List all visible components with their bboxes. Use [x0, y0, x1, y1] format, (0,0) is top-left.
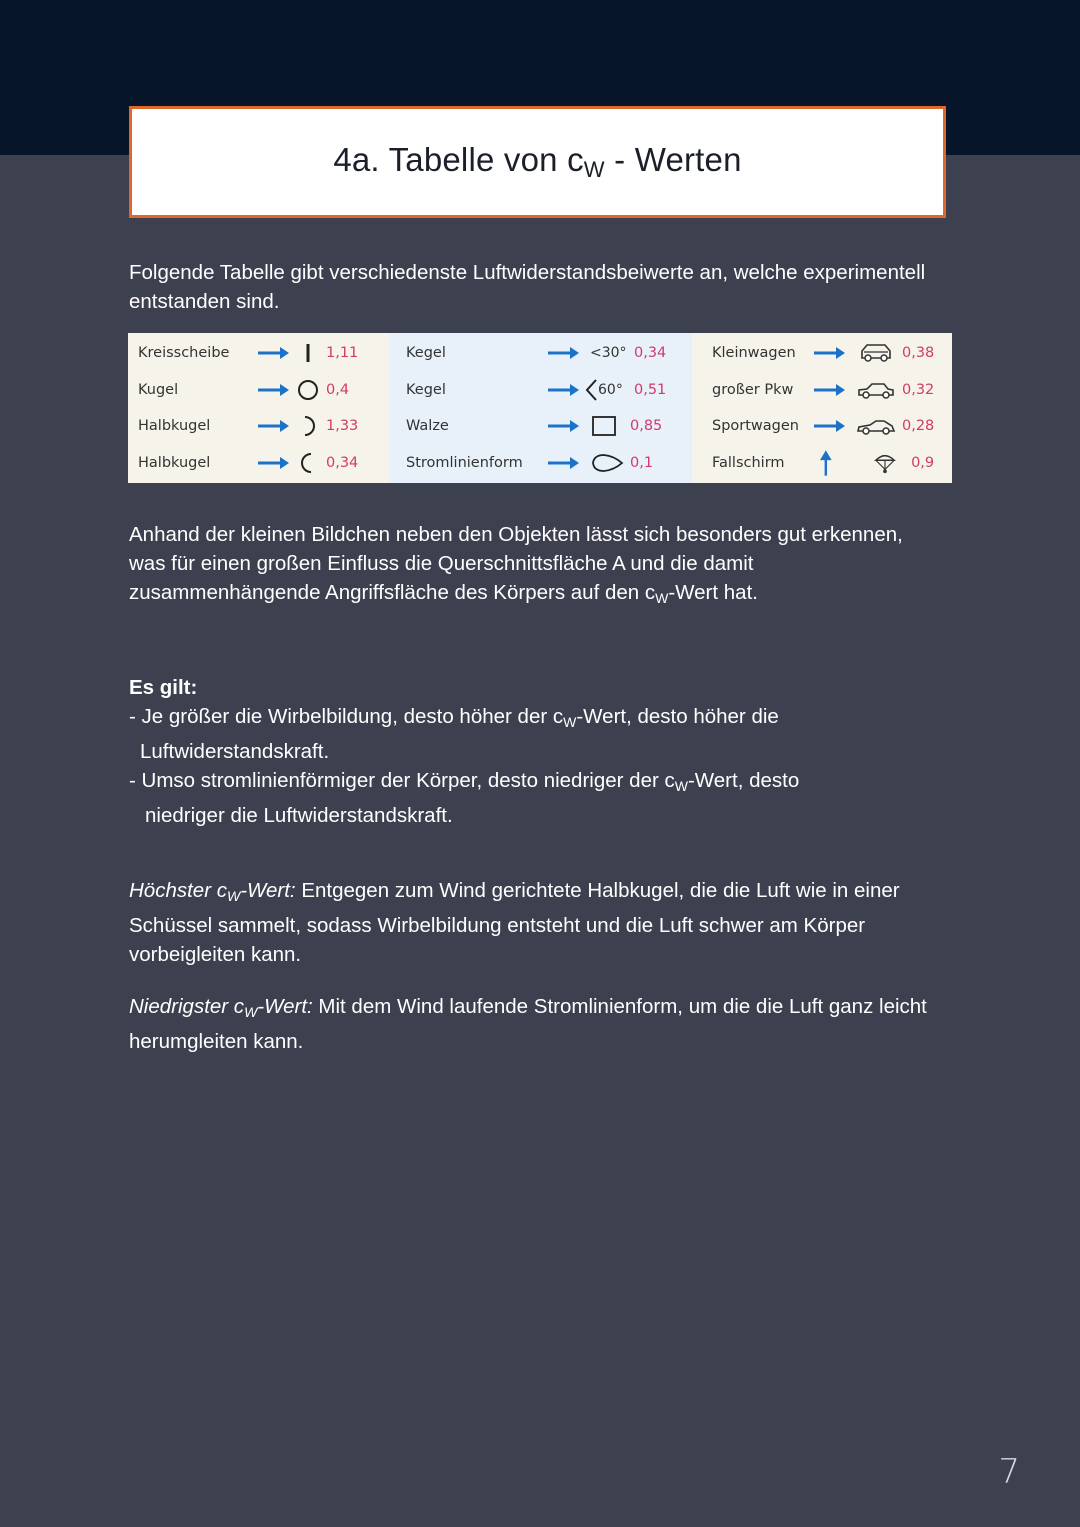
arrow-right-icon [256, 383, 290, 397]
arrow-right-icon [812, 383, 846, 397]
cylinder-icon [590, 414, 618, 438]
table-column-bodies [390, 333, 692, 483]
page-title: 4a. Tabelle von $c_W$ - Werten [333, 141, 742, 182]
cw-value: 0,85 [630, 418, 663, 435]
rule-item-continuation: niedriger die Luftwiderstandskraft. [145, 804, 453, 827]
row-label: Kreisscheibe [138, 345, 230, 362]
cw-value: 0,34 [326, 454, 359, 471]
table-row [390, 410, 692, 442]
table-row [128, 337, 390, 369]
table-row [692, 374, 952, 406]
sports-car-icon [856, 414, 896, 438]
page-number: 7 [998, 1452, 1020, 1492]
row-label: Halbkugel [138, 454, 211, 471]
table-row [692, 337, 952, 369]
table-row [692, 447, 952, 479]
cone-60-icon [584, 378, 598, 402]
cw-value: 0,51 [634, 381, 667, 398]
small-car-icon [856, 341, 896, 365]
table-row [692, 410, 952, 442]
table-row [390, 447, 692, 479]
highest-cw-label: Höchster $c_W$-Wert: [129, 879, 296, 904]
row-label: Kegel [406, 345, 446, 362]
arrow-right-icon [256, 456, 290, 470]
cw-value: 0,38 [902, 345, 935, 362]
cw-table [128, 333, 952, 483]
rule-item: - Umso stromlinienförmiger der Körper, desto niedriger der $c_W$-Wert, desto [129, 769, 800, 794]
angle-label: 60° [598, 381, 623, 398]
cw-value: 1,11 [326, 345, 359, 362]
cw-value: 0,34 [634, 345, 667, 362]
arrow-right-icon [546, 346, 580, 360]
disk-icon [294, 341, 322, 365]
cw-value: 0,28 [902, 418, 935, 435]
table-row [128, 374, 390, 406]
table-row [390, 374, 692, 406]
arrow-right-icon [256, 419, 290, 433]
cw-value: 0,1 [630, 454, 654, 471]
cw-value: 1,33 [326, 418, 359, 435]
table-column-vehicles [692, 333, 952, 483]
title-box [129, 106, 946, 218]
arrow-right-icon [546, 419, 580, 433]
lowest-cw-paragraph: Niedrigster $c_W$-Wert: Mit dem Wind laufende Stromlinienform, um die die Luft ganz leicht herumgleiten kann. [129, 995, 927, 1053]
rule-item-continuation: Luftwiderstandskraft. [140, 740, 330, 763]
arrow-right-icon [546, 456, 580, 470]
arrow-right-icon [812, 419, 846, 433]
cw-value: 0,32 [902, 381, 935, 398]
table-row [128, 447, 390, 479]
large-car-icon [856, 378, 896, 402]
row-label: Stromlinienform [406, 454, 523, 471]
streamline-icon [590, 451, 624, 475]
table-row [128, 410, 390, 442]
row-label: Halbkugel [138, 418, 211, 435]
arrow-right-icon [812, 346, 846, 360]
rules-section [129, 673, 939, 830]
intro-paragraph: Folgende Tabelle gibt verschiedenste Luftwiderstandsbeiwerte an, welche experimentell entstanden sind. [129, 261, 926, 313]
row-label: großer Pkw [712, 381, 794, 398]
rules-heading: Es gilt: [129, 676, 198, 699]
row-label: Kegel [406, 381, 446, 398]
row-label: Fallschirm [712, 454, 785, 471]
cw-value: 0,4 [326, 381, 350, 398]
parachute-icon [865, 451, 905, 475]
cw-value: 0,9 [911, 454, 935, 471]
arrow-up-icon [819, 449, 833, 477]
row-label: Sportwagen [712, 418, 799, 435]
hemisphere-open-back-icon [294, 414, 322, 438]
highest-cw-paragraph: Höchster $c_W$-Wert: Entgegen zum Wind gerichtete Halbkugel, die die Luft wie in einer Schüssel sammelt, sodass Wirbelbildung entsteht und die Luft schwer am Körper vorbeigleiten kann. [129, 879, 900, 966]
rule-item: - Je größer die Wirbelbildung, desto höher der $c_W$-Wert, desto höher die [129, 705, 779, 730]
explanation-paragraph: Anhand der kleinen Bildchen neben den Objekten lässt sich besonders gut erkennen, was für einen großen Einfluss die Querschnittsfläche A und die damit zusammenhängende Angriffsfläche des Körpers auf den $c_W$-Wert hat. [129, 523, 903, 606]
row-label: Walze [406, 418, 449, 435]
table-column-basic-shapes [128, 333, 390, 483]
row-label: Kugel [138, 381, 179, 398]
hemisphere-open-front-icon [294, 451, 322, 475]
sphere-icon [294, 378, 322, 402]
row-label: Kleinwagen [712, 345, 796, 362]
angle-label: <30° [590, 345, 627, 362]
table-row [390, 337, 692, 369]
arrow-right-icon [256, 346, 290, 360]
lowest-cw-label: Niedrigster $c_W$-Wert: [129, 995, 313, 1020]
arrow-right-icon [546, 383, 580, 397]
